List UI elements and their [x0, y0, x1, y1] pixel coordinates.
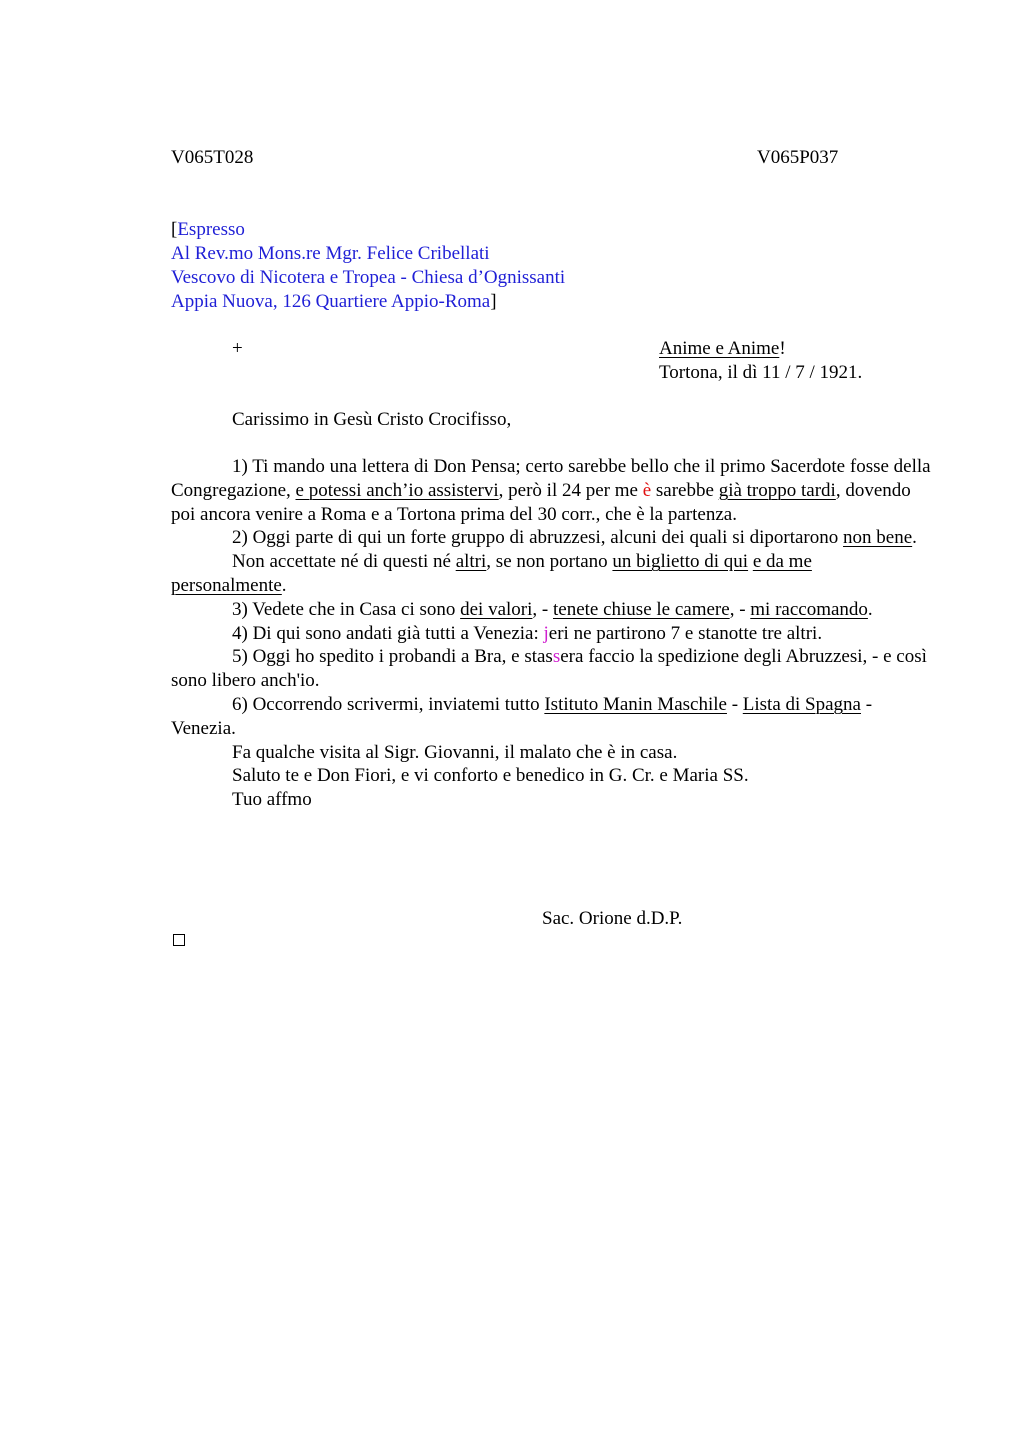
- magenta-correction: s: [552, 646, 561, 668]
- address-close-bracket: ]: [490, 291, 497, 312]
- closing-line-1: Fa qualche visita al Sigr. Giovanni, il malato che è in casa.: [232, 741, 678, 763]
- paragraph-1: 1) Ti mando una lettera di Don Pensa; certo sarebbe bello che il primo Sacerdote fosse della Congregazione, e potessi anch’io assistervi, però il 24 per me è sarebbe già troppo tardi, dovendo poi ancora venire a Roma e a Tortona prima del 30 corr., che è la partenza.: [171, 456, 931, 525]
- address-line-espresso: Espresso: [177, 219, 245, 240]
- paragraph-4: 4) Di qui sono andati già tutti a Venezia: jeri ne partirono 7 e stanotte tre altri.: [232, 622, 823, 644]
- closing-line-2: Saluto te e Don Fiori, e vi conforto e benedico in G. Cr. e Maria SS.: [232, 765, 749, 787]
- address-line-title: Vescovo di Nicotera e Tropea - Chiesa d’Ognissanti: [171, 267, 566, 288]
- closing-line-3: Tuo affmo: [232, 789, 312, 811]
- paragraph-2: 2) Oggi parte di qui un forte gruppo di abruzzesi, alcuni dei quali si diportarono non bene.: [232, 527, 917, 549]
- address-line-recipient: Al Rev.mo Mons.re Mgr. Felice Cribellati: [171, 243, 490, 264]
- header-left-code: V065T028: [171, 147, 254, 168]
- letter-body: [171, 455, 931, 812]
- paragraph-5: 5) Oggi ho spedito i probandi a Bra, e stassera faccio la spedizione degli Abruzzesi, - e così sono libero anch'io.: [171, 646, 927, 692]
- motto: Anime e Anime!: [659, 338, 786, 359]
- red-correction: è: [642, 479, 652, 501]
- magenta-correction: j: [543, 622, 549, 644]
- paragraph-6: 6) Occorrendo scrivermi, inviatemi tutto Istituto Manin Maschile - Lista di Spagna - Venezia.: [171, 693, 873, 739]
- salutation: Carissimo in Gesù Cristo Crocifisso,: [232, 409, 512, 430]
- address-open-bracket: [: [171, 219, 178, 240]
- signature: Sac. Orione d.D.P.: [542, 908, 683, 929]
- header-right-code: V065P037: [757, 147, 839, 168]
- cross-symbol: +: [232, 338, 243, 359]
- place-date: Tortona, il dì 11 / 7 / 1921.: [659, 362, 863, 383]
- address-line-street: Appia Nuova, 126 Quartiere Appio-Roma: [171, 291, 491, 312]
- checkbox-square-icon: [173, 934, 185, 946]
- motto-underlined: Anime e Anime: [659, 338, 780, 359]
- paragraph-3: 3) Vedete che in Casa ci sono dei valori, - tenete chiuse le camere, - mi raccomando.: [232, 598, 873, 620]
- paragraph-2b: Non accettate né di questi né altri, se non portano un biglietto di qui e da me personalmente.: [171, 551, 812, 596]
